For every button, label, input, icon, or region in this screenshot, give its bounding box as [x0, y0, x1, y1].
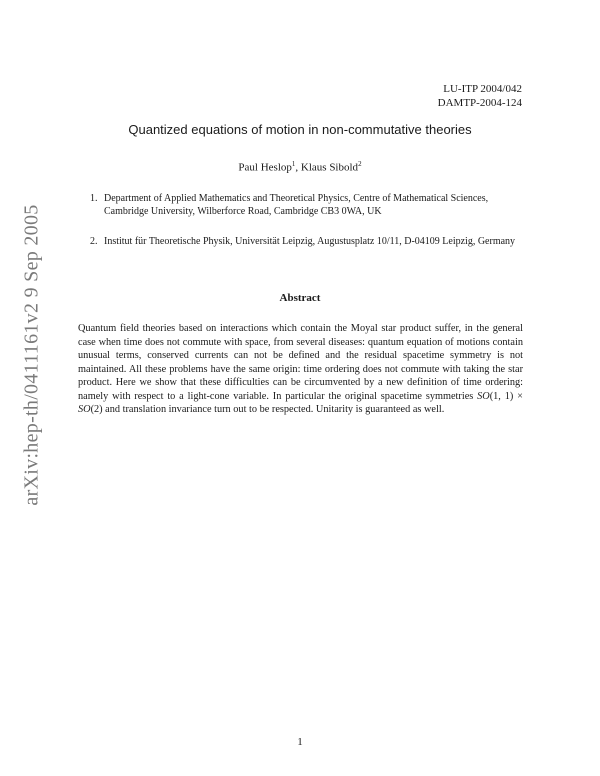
author-name: Paul Heslop — [238, 161, 292, 174]
abstract-heading: Abstract — [279, 292, 321, 304]
affiliation-text: Department of Applied Mathematics and Theoretical Physics, Centre of Mathematical Sciences, Cambridge University, Wilberforce Road, Cambridge CB3 0WA, UK — [104, 193, 489, 217]
author-list — [0, 160, 600, 174]
math-times: × — [513, 390, 523, 402]
affiliation-item — [90, 235, 522, 248]
affiliation-item — [90, 192, 522, 218]
affiliation-number: 1. — [90, 193, 98, 204]
paper-title: Quantized equations of motion in non-commutative theories — [128, 122, 472, 137]
author-separator: , — [295, 161, 301, 174]
abstract-part-1: Quantum field theories based on interactions which contain the Moyal star product suffer, in the general case when time does not commute with space, from several diseases: quantum equation of motions contain unusual terms, conserved currents can not be defined and the residual spacetime symmetry is not maintained. All these problems have the same origin: time ordering does not commute with taking the star product. Here we show that these difficulties can be circumvented by a new definition of time ordering: namely with respect to a light-cone variable. In particular the original spacetime symmetries — [78, 323, 523, 402]
page-number: 1 — [297, 736, 303, 748]
abstract-part-2: and translation invariance turn out to be respected. Unitarity is guaranteed as well. — [102, 404, 445, 415]
author-name: Klaus Sibold — [300, 161, 359, 174]
math-so: SO — [78, 404, 91, 415]
report-number-lu: LU-ITP 2004/042 — [443, 83, 522, 95]
author-affiliation-mark: 1 — [291, 160, 296, 168]
math-so: SO — [477, 390, 490, 402]
report-numbers — [438, 82, 522, 110]
affiliation-list — [90, 192, 522, 265]
affiliation-text: Institut für Theoretische Physik, Universität Leipzig, Augustusplatz 10/11, D-04109 Leipzig, Germany — [104, 236, 516, 247]
math-args: (2) — [90, 404, 103, 415]
author-affiliation-mark: 2 — [358, 160, 362, 168]
abstract-text — [78, 322, 523, 417]
arxiv-stamp — [14, 205, 50, 505]
report-number-damtp: DAMTP-2004-124 — [437, 97, 522, 109]
math-args: (1, 1) — [489, 390, 514, 402]
arxiv-identifier: arXiv:hep-th/0411161v2 9 Sep 2005 — [20, 204, 43, 506]
affiliation-number: 2. — [90, 236, 98, 247]
